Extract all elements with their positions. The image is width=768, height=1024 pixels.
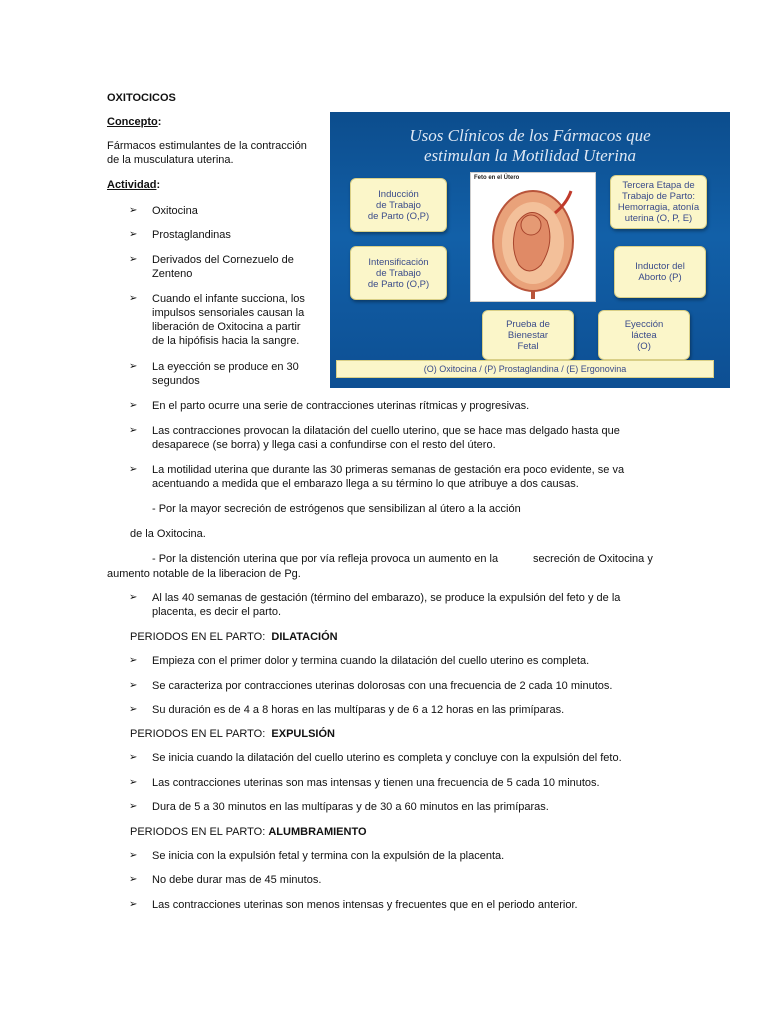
- fetus-uterus-image: [470, 172, 596, 302]
- box-prueba-bienestar-text: Prueba de Bienestar Fetal: [506, 318, 550, 352]
- cause-1-line-1: - Por la mayor secreción de estrógenos que sensibilizan al útero a la acción: [152, 503, 521, 515]
- bullet-arrow-icon: ➢: [129, 425, 138, 436]
- box-inductor-aborto-text: Inductor del Aborto (P): [635, 261, 685, 283]
- list-item-text: liberación de Oxitocina a partir: [152, 321, 301, 333]
- period-prefix: PERIODOS EN EL PARTO:: [130, 826, 269, 838]
- list-item-text: Oxitocina: [152, 205, 198, 217]
- list-item-text: Derivados del Cornezuelo de: [152, 254, 294, 266]
- period-heading-dilatacion: [130, 630, 338, 644]
- concepto-text-line-2: de la musculatura uterina.: [107, 154, 234, 166]
- box-eyeccion-lactea-text: Eyección láctea (O): [624, 318, 664, 352]
- box-tercera-etapa-text: Tercera Etapa de Trabajo de Parto: Hemorragia, atonía uterina (O, P, E): [617, 180, 700, 224]
- concepto-text-line-1: Fármacos estimulantes de la contracción: [107, 140, 307, 152]
- box-induccion: [350, 178, 447, 232]
- box-prueba-bienestar: [482, 310, 574, 360]
- box-eyeccion-lactea: [598, 310, 690, 360]
- period-prefix: PERIODOS EN EL PARTO:: [130, 728, 272, 740]
- list-item-text: Dura de 5 a 30 minutos en las multíparas y de 30 a 60 minutos en las primíparas.: [152, 801, 549, 813]
- bullet-arrow-icon: ➢: [129, 752, 138, 763]
- bullet-arrow-icon: ➢: [129, 464, 138, 475]
- period-name: DILATACIÓN: [271, 631, 338, 643]
- bullet-arrow-icon: ➢: [129, 777, 138, 788]
- list-item-text: segundos: [152, 375, 200, 387]
- bullet-arrow-icon: ➢: [129, 361, 138, 372]
- box-tercera-etapa: [610, 175, 707, 229]
- clinical-uses-figure: [330, 112, 730, 388]
- bullet-arrow-icon: ➢: [129, 655, 138, 666]
- bullet-arrow-icon: ➢: [129, 850, 138, 861]
- list-item-text: Se inicia con la expulsión fetal y termina con la expulsión de la placenta.: [152, 850, 505, 862]
- period-name: EXPULSIÓN: [271, 728, 335, 740]
- bullet-arrow-icon: ➢: [129, 704, 138, 715]
- list-item-text: No debe durar mas de 45 minutos.: [152, 874, 322, 886]
- cause-1-line-2: de la Oxitocina.: [130, 528, 206, 540]
- bullet-arrow-icon: ➢: [129, 680, 138, 691]
- actividad-colon: :: [156, 179, 161, 191]
- cause-2-line-1-cont: secreción de Oxitocina y: [533, 553, 653, 565]
- list-item-text: En el parto ocurre una serie de contracciones uterinas rítmicas y progresivas.: [152, 400, 530, 412]
- list-item-text: Al las 40 semanas de gestación (término del embarazo), se produce la expulsión del feto y de la: [152, 592, 621, 604]
- bullet-arrow-icon: ➢: [129, 592, 138, 603]
- actividad-label: Actividad: [107, 179, 157, 191]
- list-item-text: Su duración es de 4 a 8 horas en las multíparas y de 6 a 12 horas en las primíparas.: [152, 704, 565, 716]
- list-item-text: desaparece (se borra) y llega casi a confundirse con el resto del útero.: [152, 439, 496, 451]
- cause-2-line-1: - Por la distención uterina que por vía refleja provoca un aumento en la: [152, 553, 499, 565]
- period-heading-expulsion: [130, 727, 335, 741]
- fetus-image-caption: Feto en el Útero: [474, 175, 520, 181]
- cause-2-line-2: aumento notable de la liberacion de Pg.: [107, 568, 301, 580]
- bullet-arrow-icon: ➢: [129, 899, 138, 910]
- list-item-text: Las contracciones provocan la dilatación del cuello uterino, que se hace mas delgado hasta que: [152, 425, 620, 437]
- list-item-text: Las contracciones uterinas son mas intensas y tienen una frecuencia de 5 cada 10 minutos.: [152, 777, 600, 789]
- period-name: ALUMBRAMIENTO: [268, 826, 367, 838]
- list-item-text: impulsos sensoriales causan la: [152, 307, 305, 319]
- figure-title-line-1: Usos Clínicos de los Fármacos que: [409, 126, 651, 145]
- list-item-text: Cuando el infante succiona, los: [152, 293, 305, 305]
- list-item-text: Se caracteriza por contracciones uterinas dolorosas con una frecuencia de 2 cada 10 minutos.: [152, 680, 613, 692]
- list-item-text: Zenteno: [152, 268, 193, 280]
- list-item-text: placenta, es decir el parto.: [152, 606, 282, 618]
- period-heading-alumbramiento: [130, 825, 367, 839]
- box-intensificacion: [350, 246, 447, 300]
- doc-heading: OXITOCICOS: [107, 92, 176, 104]
- concepto-heading: [107, 115, 161, 129]
- concepto-colon: :: [157, 116, 162, 128]
- uterus-illustration-icon: [471, 173, 595, 301]
- bullet-arrow-icon: ➢: [129, 874, 138, 885]
- bullet-arrow-icon: ➢: [129, 229, 138, 240]
- list-item-text: de la hipófisis hacia la sangre.: [152, 335, 300, 347]
- bullet-arrow-icon: ➢: [129, 293, 138, 304]
- figure-title-line-2: estimulan la Motilidad Uterina: [423, 146, 637, 165]
- bullet-arrow-icon: ➢: [129, 254, 138, 265]
- box-induccion-text: Inducción de Trabajo de Parto (O,P): [367, 188, 430, 222]
- bullet-arrow-icon: ➢: [129, 801, 138, 812]
- bullet-arrow-icon: ➢: [129, 205, 138, 216]
- list-item-text: Empieza con el primer dolor y termina cuando la dilatación del cuello uterino es completa.: [152, 655, 590, 667]
- period-prefix: PERIODOS EN EL PARTO:: [130, 631, 272, 643]
- concepto-label: Concepto: [107, 116, 158, 128]
- bullet-arrow-icon: ➢: [129, 400, 138, 411]
- box-intensificacion-text: Intensificación de Trabajo de Parto (O,P): [367, 256, 430, 290]
- list-item-text: Se inicia cuando la dilatación del cuello uterino es completa y concluye con la expulsión del feto.: [152, 752, 622, 764]
- list-item-text: acentuando a medida que el embarazo llega a su término lo que atribuye a dos causas.: [152, 478, 579, 490]
- list-item-text: Prostaglandinas: [152, 229, 231, 241]
- box-inductor-aborto: [614, 246, 706, 298]
- actividad-heading: [107, 178, 160, 192]
- list-item-text: La eyección se produce en 30: [152, 361, 299, 373]
- figure-legend: (O) Oxitocina / (P) Prostaglandina / (E) Ergonovina: [336, 360, 714, 378]
- list-item-text: Las contracciones uterinas son menos intensas y frecuentes que en el periodo anterior.: [152, 899, 578, 911]
- list-item-text: La motilidad uterina que durante las 30 primeras semanas de gestación era poco evidente, se va: [152, 464, 625, 476]
